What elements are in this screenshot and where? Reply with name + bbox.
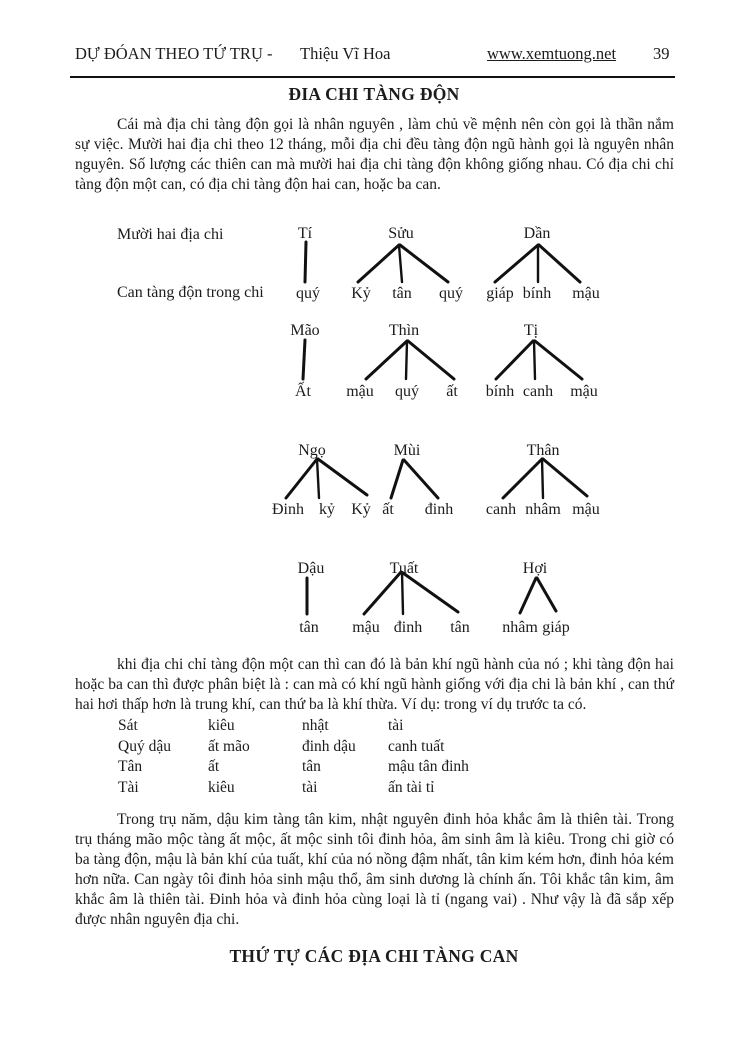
stem-label: giáp	[542, 619, 570, 636]
diagram-label-stems: Can tàng độn trong chi	[117, 284, 264, 301]
connector-line	[403, 573, 458, 612]
hidden-stems-diagram	[0, 218, 744, 654]
branch-label-than: Thân	[526, 442, 560, 459]
stem-label: tân	[450, 619, 470, 636]
branch-label-suu: Sửu	[388, 225, 414, 242]
stem-label: mậu	[570, 383, 598, 400]
header-page-number: 39	[653, 44, 670, 63]
header-author: Thiệu Vĩ Hoa	[300, 44, 391, 63]
connector-line	[520, 578, 536, 613]
connector-line	[537, 578, 556, 611]
header-divider	[70, 76, 675, 78]
table-cell: kiêu	[208, 717, 235, 734]
stem-label: canh	[522, 383, 554, 400]
stem-label: quý	[296, 285, 320, 302]
connector-line	[542, 459, 543, 498]
stem-label: Ất	[295, 383, 311, 400]
stem-label: ất	[382, 501, 394, 518]
stem-label: bính	[485, 383, 515, 400]
paragraph-intro: Cái mà địa chi tàng độn gọi là nhân nguyên , làm chủ về mệnh nên còn gọi là thần nắm sự việc. Mười hai địa chi theo 12 tháng, mỗi địa chi đều tàng độn ngũ hành gọi là nguyên nhân nguyên. Số lượng các thiên can mà mười hai địa chi tàng độn không giống nhau. Có địa chi chỉ tàng độn một can, có địa chi tàng độn hai can, hoặc ba can.	[75, 116, 674, 193]
stem-label: kỷ	[319, 501, 335, 518]
branch-label-dau: Dậu	[297, 560, 325, 577]
stem-label: nhâm	[502, 619, 538, 636]
paragraph-explanation: khi địa chi chỉ tàng độn một can thì can đó là bản khí ngũ hành của nó ; khi tàng độn hai hoặc ba can thì được phân biệt là : can mà có khí ngũ hành giống với địa chi là bản khí , can thứ hai hơi thấp hơn là trung khí, can thứ ba là khí thừa. Ví dụ: trong ví dụ trước ta có.	[75, 656, 674, 713]
stem-label: bính	[522, 285, 552, 302]
connector-line	[535, 341, 582, 379]
stem-label: canh	[485, 501, 517, 518]
table-cell: tân	[302, 758, 321, 775]
stem-label: ất	[446, 383, 458, 400]
table-cell: Quý dậu	[118, 737, 171, 755]
connector-line	[406, 341, 407, 379]
stem-label: tân	[392, 285, 412, 302]
table-cell: tài	[302, 778, 318, 796]
branch-label-mao: Mão	[290, 322, 320, 339]
table-cell: kiêu	[208, 778, 235, 796]
stem-label: Đinh	[272, 501, 304, 518]
connector-line	[400, 245, 448, 282]
example-table	[118, 716, 548, 798]
stem-label: mậu	[346, 383, 374, 400]
stem-label: nhâm	[525, 501, 561, 518]
next-section-title: THỨ TỰ CÁC ĐỊA CHI TÀNG CAN	[229, 946, 519, 966]
branch-label-ngo: Ngọ	[298, 442, 326, 459]
branch-label-tuat: Tuất	[389, 560, 419, 577]
stem-label: quý	[439, 285, 463, 302]
table-cell: ất	[208, 758, 220, 775]
section-title: ĐIA CHI TÀNG ĐỘN	[288, 84, 460, 104]
connector-line	[366, 341, 407, 379]
table-cell: tài	[388, 717, 404, 734]
table-cell: ấn tài tỉ	[388, 778, 435, 796]
connector-line	[303, 340, 305, 379]
branch-label-hoi: Hợi	[522, 560, 548, 577]
stem-label: mậu	[572, 285, 600, 302]
connector-line	[503, 459, 542, 498]
connector-line	[404, 460, 438, 498]
header-book-title: DỰ ĐÓAN THEO TỨ TRỤ -	[75, 44, 273, 63]
connector-line	[317, 459, 319, 498]
connector-line	[318, 459, 367, 495]
connector-line	[408, 341, 454, 379]
paragraph-example-analysis: Trong trụ năm, dậu kim tàng tân kim, nhật nguyên đinh hỏa khắc âm là thiên tài. Trong trụ tháng mão mộc tàng ất mộc, ất mộc sinh tôi đinh hỏa, âm sinh âm là kiêu. Trong chi giờ có ba tàng độn, mậu là bản khí của tuất, khí của nó nồng đậm nhất, tân kim kém hơn, đinh hỏa kém hơn nữa. Can ngày tôi đinh hỏa sinh mậu thổ, âm sinh dương là chính ấn. Tôi khắc tân kim, âm khắc âm là thiên tài. Đinh hỏa và đinh hỏa cùng loại là tỉ (ngang vai) . Như vậy là đã sắp xếp được nhân nguyên địa chi.	[75, 811, 674, 928]
connector-line	[543, 459, 587, 496]
branch-label-ti: Tí	[297, 225, 313, 242]
branch-label-dan: Dần	[523, 225, 551, 242]
stem-label: giáp	[486, 285, 514, 302]
stem-label: mậu	[572, 501, 600, 518]
connector-line	[391, 460, 403, 498]
diagram-label-branches: Mười hai địa chi	[117, 226, 224, 243]
stem-label: Kỷ	[351, 285, 371, 302]
connector-line	[286, 459, 317, 498]
connector-line	[539, 245, 580, 282]
table-cell: Tân	[118, 758, 143, 775]
connector-line	[496, 341, 533, 379]
connector-line	[402, 572, 403, 614]
table-cell: canh tuất	[388, 737, 445, 755]
stem-label: đinh	[424, 501, 454, 518]
header-website-link[interactable]: www.xemtuong.net	[487, 44, 617, 63]
table-cell: đinh dậu	[302, 737, 356, 755]
table-cell: ất mão	[208, 737, 250, 755]
table-cell: nhật	[302, 717, 329, 734]
connector-line	[305, 242, 306, 282]
table-cell: mậu tân đinh	[388, 758, 469, 775]
connector-line	[364, 572, 401, 614]
stem-label: Kỷ	[351, 501, 371, 518]
branch-label-mui: Mùi	[393, 442, 421, 459]
stem-label: tân	[299, 619, 319, 636]
connector-line	[495, 245, 538, 282]
stem-label: quý	[395, 383, 419, 400]
connector-line	[399, 245, 402, 282]
stem-label: đinh	[393, 619, 423, 636]
branch-label-thin: Thìn	[388, 322, 420, 339]
branch-label-ty: Tị	[523, 322, 539, 339]
table-cell: Sát	[118, 717, 138, 734]
connector-line	[534, 341, 535, 379]
table-cell: Tài	[118, 778, 139, 796]
stem-label: mậu	[352, 619, 380, 636]
diagram-connector-lines	[0, 218, 744, 654]
connector-line	[358, 245, 399, 282]
